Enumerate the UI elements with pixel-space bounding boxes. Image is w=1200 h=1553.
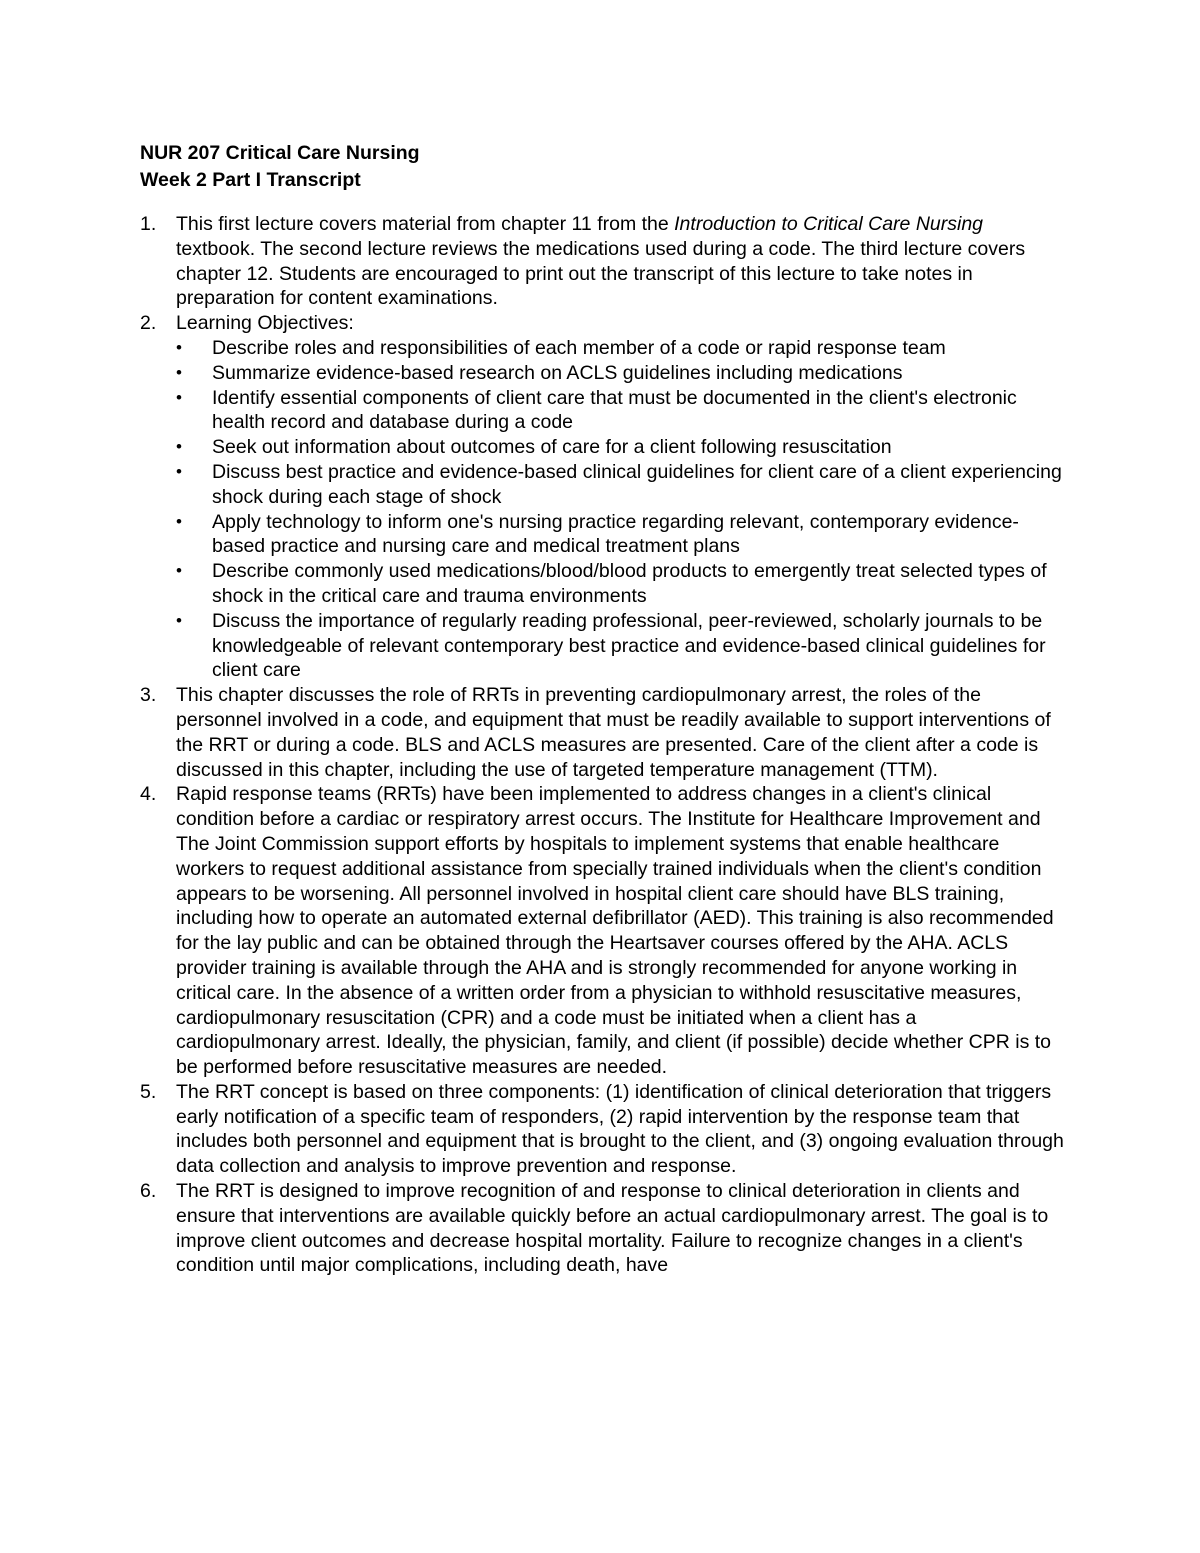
list-item	[140, 212, 1065, 311]
bullet-icon: •	[176, 387, 182, 407]
item-text	[176, 212, 1065, 311]
objective-item	[176, 386, 1065, 436]
paragraph: The RRT is designed to improve recognition of and response to clinical deterioration in clients and ensure that interventions are available quickly before an actual cardiopulmonary arrest. The goal is to improve client outcomes and decrease hospital mortality. Failure to recognize changes in a client's condition until major complications, including death, have	[176, 1180, 1049, 1277]
document-title: NUR 207 Critical Care Nursing	[140, 142, 420, 164]
objective-text: Describe roles and responsibilities of each member of a code or rapid response team	[212, 336, 946, 359]
item-number: 3.	[140, 684, 157, 707]
bullet-icon: •	[176, 511, 182, 531]
objective-text: Discuss the importance of regularly reading professional, peer-reviewed, scholarly journals to be knowledgeable of relevant contemporary best practice and evidence-based clinical guidelines for client care	[212, 609, 1046, 682]
paragraph: The RRT concept is based on three components: (1) identification of clinical deterioration that triggers early notification of a specific team of responders, (2) rapid intervention by the response team that includes both personnel and equipment that is brought to the client, and (3) ongoing evaluation through data collection and analysis to improve prevention and response.	[176, 1080, 1064, 1178]
document-subtitle: Week 2 Part I Transcript	[140, 169, 361, 191]
objective-text: Seek out information about outcomes of care for a client following resuscitation	[212, 436, 892, 459]
item-number: 5.	[140, 1080, 157, 1103]
transcript-list	[140, 212, 1065, 1278]
bullet-icon: •	[176, 437, 182, 457]
item-number: 2.	[140, 312, 157, 335]
item-number: 4.	[140, 783, 157, 806]
paragraph: Rapid response teams (RRTs) have been implemented to address changes in a client's clinical condition before a cardiac or respiratory arrest occurs. The Institute for Healthcare Improvement and The Joint Commission support efforts by hospitals to implement systems that enable healthcare workers to request additional assistance from specially trained individuals when the client's condition appears to be worsening. All personnel involved in hospital client care should have BLS training, including how to operate an automated external defibrillator (AED). This training is also recommended for the lay public and can be obtained through the Heartsaver courses offered by the AHA. ACLS provider training is available through the AHA and is strongly recommended for anyone working in critical care. In the absence of a written order from a physician to withhold resuscitative measures, cardiopulmonary resuscitation (CPR) and a code must be initiated when a client has a cardiopulmonary arrest. Ideally, the physician, family, and client (if possible) decide whether CPR is to be performed before resuscitative measures are needed.	[176, 783, 1054, 1079]
list-item	[140, 683, 1065, 782]
bullet-icon: •	[176, 561, 182, 581]
list-item	[140, 1179, 1065, 1278]
bullet-icon: •	[176, 362, 182, 382]
item-text	[176, 1179, 1065, 1278]
paragraph: This chapter discusses the role of RRTs in preventing cardiopulmonary arrest, the roles of the personnel involved in a code, and equipment that must be readily available to support interventions of the RRT or during a code. BLS and ACLS measures are presented. Care of the client after a code is discussed in this chapter, including the use of targeted temperature management (TTM).	[176, 684, 1051, 781]
item-text	[176, 683, 1065, 782]
item-text	[176, 782, 1065, 1080]
objective-text: Identify essential components of client care that must be documented in the client's electronic health record and database during a code	[212, 386, 1017, 434]
text-segment: This first lecture covers material from chapter 11 from the	[176, 213, 675, 235]
objective-item	[176, 609, 1065, 683]
objective-item	[176, 435, 1065, 460]
objectives-list	[176, 336, 1065, 683]
item-number: 1.	[140, 213, 157, 235]
objectives-heading: Learning Objectives:	[176, 312, 354, 335]
objective-text: Summarize evidence-based research on ACLS guidelines including medications	[212, 361, 903, 384]
objective-text: Discuss best practice and evidence-based clinical guidelines for client care of a client experiencing shock during each stage of shock	[212, 460, 1062, 508]
item-text	[176, 311, 1065, 683]
item-text	[176, 1080, 1065, 1179]
list-item	[140, 782, 1065, 1080]
bullet-icon: •	[176, 337, 182, 357]
text-segment: textbook. The second lecture reviews the medications used during a code. The third lecture covers chapter 12. Students are encouraged to print out the transcript of this lecture to take notes in preparation for content examinations.	[176, 237, 1026, 310]
objective-item	[176, 559, 1065, 609]
document-body	[140, 140, 1065, 1278]
objective-text: Describe commonly used medications/blood/blood products to emergently treat selected types of shock in the critical care and trauma environments	[212, 560, 1047, 607]
book-title: Introduction to Critical Care Nursing	[674, 213, 984, 235]
list-item	[140, 311, 1065, 683]
objective-text: Apply technology to inform one's nursing practice regarding relevant, contemporary evidence-based practice and nursing care and medical treatment plans	[212, 510, 1019, 558]
bullet-icon: •	[176, 610, 182, 630]
objective-item	[176, 510, 1065, 560]
objective-item	[176, 460, 1065, 510]
item-number: 6.	[140, 1180, 157, 1203]
list-item	[140, 1080, 1065, 1179]
bullet-icon: •	[176, 461, 182, 481]
objective-item	[176, 361, 1065, 386]
objective-item	[176, 336, 1065, 361]
